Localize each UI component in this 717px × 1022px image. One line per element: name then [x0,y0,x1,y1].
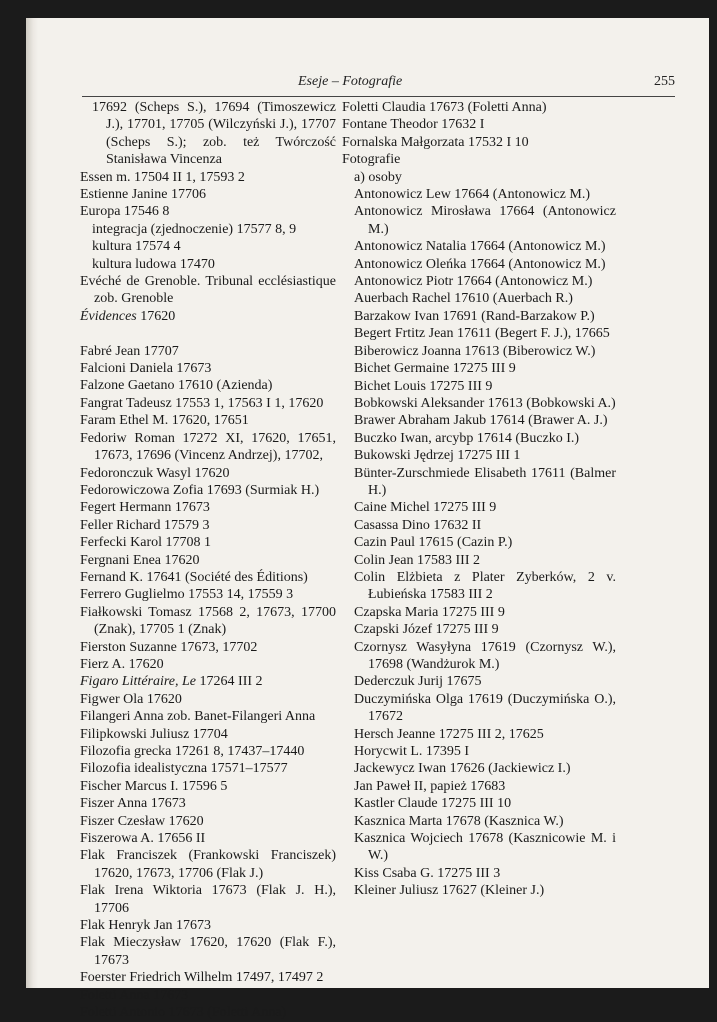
index-entry: Flak Henryk Jan 17673 [80,918,212,934]
index-entry: Foletti Claudia 17673 (Foletti Anna) [342,100,547,115]
index-entry: Foerster Friedrich Wilhelm 17497, 17497 2 [80,970,324,986]
index-entry: Fiszerowa A. 17656 II [80,831,206,847]
index-entry: Fedoriw Roman 17272 XI, 17620, 17651, 17673, 17696 (Vincenz Andrzej), 17702, [80,430,336,464]
index-entry: Kleiner Juliusz 17627 (Kleiner J.) [354,883,545,899]
index-entry: Fabré Jean 17707 [80,343,179,359]
index-entry: Jackewycz Iwan 17626 (Jackiewicz I.) [354,761,571,777]
index-entry: Filozofia idealistyczna 17571–17577 [80,761,288,777]
index-entry: Foletti Anna 17673 [80,987,189,1003]
index-entry: Flak Irena Wiktoria 17673 (Flak J. H.), 17706 [80,883,336,916]
index-entry: Czornysz Wasyłyna 17619 (Czornysz W.), 17698 (Wandżurok M.) [354,639,616,672]
page-header [82,74,675,97]
index-entry: Casassa Dino 17632 II [354,517,482,533]
index-entry: Kasznica Wojciech 17678 (Kasznicowie M. i W.) [354,831,616,864]
index-entry: Figwer Ola 17620 [80,691,182,707]
index-entry: Flak Mieczysław 17620, 17620 (Flak F.), 17673 [80,935,336,968]
index-entry: Fedoronczuk Wasyl 17620 [80,465,230,481]
index-entry: Duczymińska Olga 17619 (Duczymińska O.), 17672 [354,691,616,725]
index-entry: Fegert Hermann 17673 [80,500,210,516]
index-entry: Antonowicz Natalia 17664 (Antonowicz M.) [354,239,606,255]
index-entry: Ferfecki Karol 17708 1 [80,535,212,551]
index-entry: Fiszer Anna 17673 [80,796,186,812]
index-entry: Fontane Theodor 17632 I [342,117,485,133]
running-title: Eseje – Fotografie [298,74,403,89]
index-entry: Fierz A. 17620 [80,656,164,672]
index-entry: Antonowicz Oleńka 17664 (Antonowicz M.) [354,256,606,272]
index-entry: Fierston Suzanne 17673, 17702 [80,639,258,655]
index-entry: Antonowicz Piotr 17664 (Antonowicz M.) [354,274,593,290]
index-entry: Antonowicz Mirosława 17664 (Antonowicz M.) [354,204,616,237]
index-entry: Bichet Louis 17275 III 9 [354,378,493,394]
index-entry: Fiszer Czesław 17620 [80,813,204,829]
index-entry: Filangeri Anna zob. Banet-Filangeri Anna [80,709,316,725]
index-entry: Fergnani Enea 17620 [80,552,200,568]
index-entry: Faram Ethel M. 17620, 17651 [80,413,249,429]
index-entry: Biberowicz Joanna 17613 (Biberowicz W.) [354,343,596,359]
index-entry: Fotografie [342,152,401,168]
index-entry: Falcioni Daniela 17673 [80,361,212,377]
index-entry: Dederczuk Jurij 17675 [354,674,482,690]
index-entry: Fiałkowski Tomasz 17568 2, 17673, 17700 (Znak), 17705 1 (Znak) [80,604,336,638]
index-entry: Feller Richard 17579 3 [80,517,210,533]
page-spine-shadow [26,18,38,988]
index-entry: Caine Michel 17275 III 9 [354,500,497,516]
index-entry: Flak Franciszek (Frankowski Franciszek) 17620, 17673, 17706 (Flak J.) [80,848,336,881]
index-entry: Fernand K. 17641 (Société des Éditions) [80,569,308,585]
index-entry: Kiss Csaba G. 17275 III 3 [354,865,501,881]
index-entry: Bobkowski Aleksander 17613 (Bobkowski A.) [354,395,616,411]
index-entry: Auerbach Rachel 17610 (Auerbach R.) [354,291,573,307]
index-entry: Fangrat Tadeusz 17553 1, 17563 I 1, 17620 [80,395,324,411]
index-entry: Colin Jean 17583 III 2 [354,552,480,568]
index-entry: Kasznica Marta 17678 (Kasznica W.) [354,813,564,829]
index-column-right [342,99,616,900]
index-entry: Jan Paweł II, papież 17683 [354,778,506,794]
index-entry: Buczko Iwan, arcybp 17614 (Buczko I.) [354,430,580,446]
index-entry: Cazin Paul 17615 (Cazin P.) [354,535,513,551]
book-page [26,18,709,1021]
index-entry: Fornalska Małgorzata 17532 I 10 [342,134,529,150]
index-column-left [80,99,336,1022]
page-number: 255 [654,74,675,89]
index-entry: Czapska Maria 17275 III 9 [354,604,505,620]
index-entry: Hersch Jeanne 17275 III 2, 17625 [354,726,544,742]
index-entry: Fedorowiczowa Zofia 17693 (Surmiak H.) [80,482,320,498]
index-entry: Evéché de Grenoble. Tribunal ecclésiastique zob. Grenoble [80,274,336,307]
index-entry: Figaro Littéraire, Le 17264 III 2 [80,674,263,690]
index-entry: Colin Elżbieta z Plater Zyberków, 2 v. Łubieńska 17583 III 2 [354,569,616,603]
index-entry: Essen m. 17504 II 1, 17593 2 [80,169,245,185]
index-entry: Bünter-Zurschmiede Elisabeth 17611 (Balmer H.) [354,465,616,498]
index-entry: Brawer Abraham Jakub 17614 (Brawer A. J.) [354,413,608,429]
index-entry: Falzone Gaetano 17610 (Azienda) [80,378,273,394]
index-entry: kultura ludowa 17470 [92,256,215,272]
index-entry: Antonowicz Lew 17664 (Antonowicz M.) [354,187,591,203]
index-entry: Begert Frtitz Jean 17611 (Begert F. J.), 17665 [354,326,610,342]
index-entry: a) osoby [354,169,402,185]
index-entry: Kastler Claude 17275 III 10 [354,796,512,812]
index-entry: Barzakow Ivan 17691 (Rand-Barzakow P.) [354,308,595,324]
index-entry: Ferrero Guglielmo 17553 14, 17559 3 [80,587,294,603]
index-entry: kultura 17574 4 [92,239,181,255]
index-entry: Filipkowski Juliusz 17704 [80,726,228,742]
index-entry: Filozofia grecka 17261 8, 17437–17440 [80,744,305,760]
index-entry: Bukowski Jędrzej 17275 III 1 [354,448,521,464]
index-entry: Évidences 17620 [80,308,176,324]
index-entry: 17692 (Scheps S.), 17694 (Timoszewicz J.), 17701, 17705 (Wilczyński J.), 17707 (Scheps S.); zob. też Twórczość Stanisława Vincenza [92,100,336,168]
index-entry: Estienne Janine 17706 [80,187,206,203]
index-entry: Horycwit L. 17395 I [354,744,470,760]
index-entry: integracja (zjednoczenie) 17577 8, 9 [92,221,297,237]
index-entry: Czapski Józef 17275 III 9 [354,622,499,638]
index-entry: Fischer Marcus I. 17596 5 [80,778,228,794]
index-entry: Europa 17546 8 [80,204,170,220]
index-entry: Foletti Antonio 17673 (Foletti Anna) [80,1005,287,1021]
index-entry: Bichet Germaine 17275 III 9 [354,361,516,377]
